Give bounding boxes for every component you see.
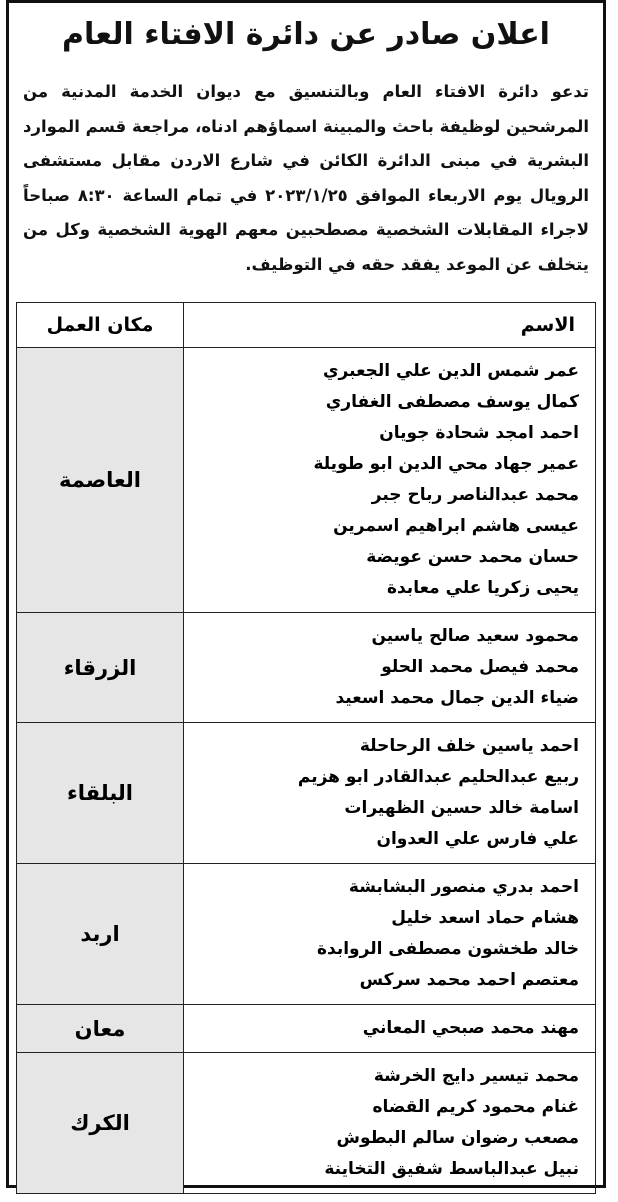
candidate-name: ربيع عبدالحليم عبدالقادر ابو هزيم [297,767,579,787]
table-row [17,723,596,864]
workplace-cell: الكرك [17,1053,184,1194]
candidate-name: ضياء الدين جمال محمد اسعيد [335,688,579,708]
candidate-name: محمود سعيد صالح ياسين [371,626,579,646]
candidate-name: احمد امجد شحادة جويان [379,423,579,443]
candidates-table [16,302,596,1194]
candidate-name: نبيل عبدالباسط شفيق التخاينة [324,1159,579,1179]
candidate-name: غنام محمود كريم القضاه [372,1097,579,1117]
table-row [17,1005,596,1053]
header-name: الاسم [184,303,596,348]
table-row [17,613,596,723]
names-cell [184,348,596,613]
candidate-name: اسامة خالد حسين الظهيرات [344,798,579,818]
names-cell [184,1005,596,1053]
workplace-cell: معان [17,1005,184,1053]
candidate-name: احمد بدري منصور البشابشة [348,877,579,897]
candidate-name: مصعب رضوان سالم البطوش [336,1128,579,1148]
announcement-title: اعلان صادر عن دائرة الافتاء العام [62,17,550,52]
table-row [17,348,596,613]
candidate-name: يحيى زكريا علي معابدة [386,578,579,598]
candidate-name: محمد عبدالناصر رباح جبر [371,485,579,505]
candidate-name: محمد فيصل محمد الحلو [381,657,579,677]
workplace-cell: الزرقاء [17,613,184,723]
workplace-cell: العاصمة [17,348,184,613]
workplace-cell: البلقاء [17,723,184,864]
announcement-body: تدعو دائرة الافتاء العام وبالتنسيق مع ديوان الخدمة المدنية من المرشحين لوظيفة باحث والمبينة اسماؤهم ادناه، مراجعة قسم الموارد البشرية في مبنى الدائرة الكائن في شارع الاردن مقابل مستشفى الرويال يوم الاربعاء الموافق ٢٠٢٣/١/٢٥ في تمام الساعة ٨:٣٠ صباحاً لاجراء المقابلات الشخصية مصطحبين معهم الهوية الشخصية وكل من يتخلف عن الموعد يفقد حقه في التوظيف. [23,82,589,274]
candidate-name: حسان محمد حسن عويضة [366,547,579,567]
candidate-name: هشام حماد اسعد خليل [391,908,579,928]
candidate-name: عمر شمس الدين علي الجعبري [322,361,579,381]
candidate-name: كمال يوسف مصطفى الغفاري [325,392,579,412]
table-header-row [17,303,596,348]
names-cell [184,864,596,1005]
names-cell [184,613,596,723]
candidate-name: علي فارس علي العدوان [376,829,579,849]
candidate-name: خالد طخشون مصطفى الروابدة [316,939,579,959]
workplace-cell: اربد [17,864,184,1005]
candidate-name: احمد ياسين خلف الرحاحلة [359,736,579,756]
names-cell [184,723,596,864]
header-workplace: مكان العمل [17,303,184,348]
table-row [17,864,596,1005]
candidate-name: محمد تيسير دايج الخرشة [373,1066,579,1086]
candidate-name: عمير جهاد محي الدين ابو طويلة [313,454,579,474]
table-row [17,1053,596,1194]
candidate-name: معتصم احمد محمد سركس [359,970,579,990]
names-cell [184,1053,596,1194]
candidate-name: مهند محمد صبحي المعاني [362,1018,579,1038]
candidate-name: عيسى هاشم ابراهيم اسمرين [333,516,579,536]
